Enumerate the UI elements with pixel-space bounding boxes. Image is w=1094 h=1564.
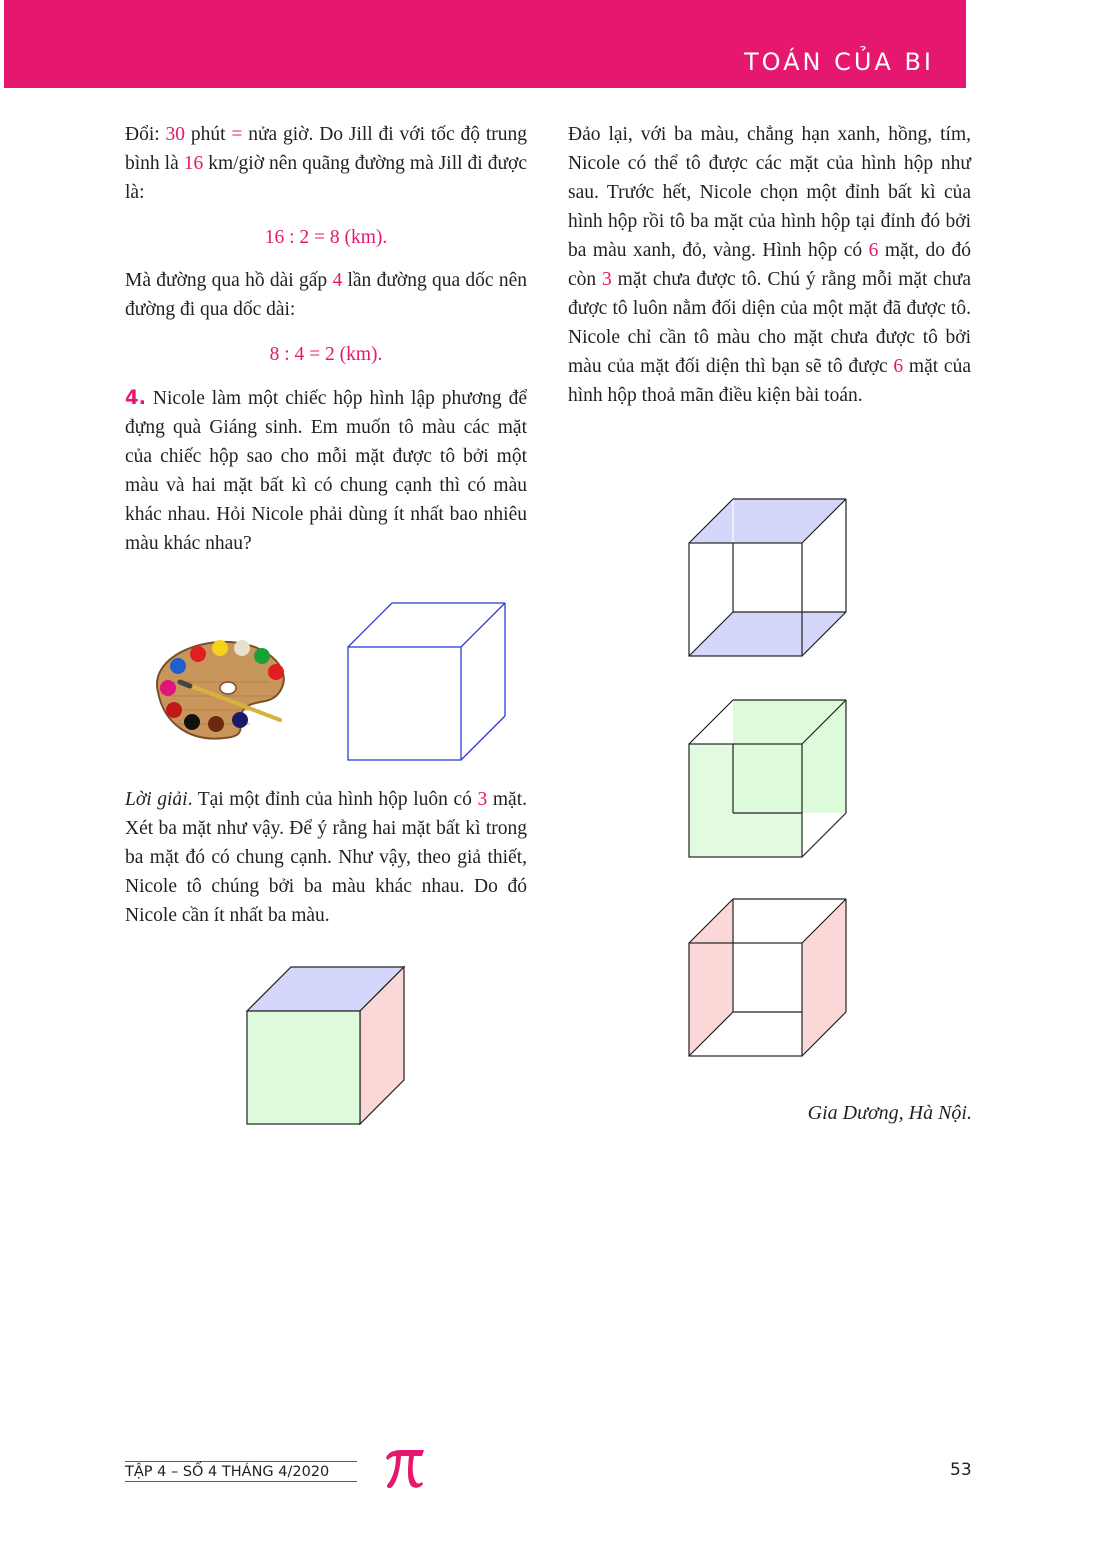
equation-1: 16 : 2 = 8 (km).	[264, 227, 388, 248]
page-number: 53	[950, 1460, 972, 1480]
solution-block	[125, 785, 527, 930]
colored-cube-three-faces	[245, 965, 407, 1127]
section-header-bar	[4, 0, 966, 88]
right-face-red	[802, 899, 846, 1056]
pi-logo-icon	[382, 1446, 426, 1490]
paint-palette-icon	[150, 632, 286, 742]
cube-blue-opposite-faces	[687, 497, 849, 659]
left-face-red	[689, 899, 733, 1056]
section-title: TOÁN CỦA BI	[743, 48, 934, 76]
author-signature: Gia Dương, Hà Nội.	[807, 1102, 972, 1124]
cube-green-opposite-faces	[687, 698, 849, 860]
front-face-green	[247, 1011, 360, 1124]
paragraph-conversion: Đổi: 30 phút = nửa giờ. Do Jill đi với tốc độ trung bình là 16 km/giờ nên quãng đường mà Jill đi được là:	[125, 124, 528, 203]
paragraph-slope: Mà đường qua hồ dài gấp 4 lần đường qua dốc nên đường đi qua dốc dài:	[125, 270, 527, 320]
problem-4: 4. Nicole làm một chiếc hộp hình lập phương để đựng quà Giáng sinh. Em muốn tô màu các mặt của chiếc hộp sao cho mỗi mặt được tô bởi một màu và hai mặt bất kì có chung cạnh thì có màu khác nhau. Hỏi Nicole phải dùng ít nhất bao nhiêu màu khác nhau?	[125, 386, 527, 554]
left-column	[125, 120, 527, 558]
top-face-blue	[689, 499, 846, 543]
paragraph-converse: Đảo lại, với ba màu, chẳng hạn xanh, hồng, tím, Nicole có thể tô được các mặt của hình hộp như sau. Trước hết, Nicole chọn một đỉnh bất kì của hình hộp rồi tô ba mặt của hình hộp tại đỉnh đó bởi ba màu xanh, đỏ, vàng. Hình hộp có 6 mặt, do đó còn 3 mặt chưa được tô. Chú ý rằng mỗi mặt chưa được tô luôn nằm đối diện của một mặt đã được tô. Nicole chỉ cần tô màu cho mặt chưa được tô bởi màu của mặt đối diện thì bạn sẽ tô được 6 mặt của hình hộp thoả mãn điều kiện bài toán.	[568, 124, 971, 406]
cube-red-opposite-faces	[687, 897, 849, 1059]
solution-paragraph: Lời giải. Tại một đỉnh của hình hộp luôn có 3 mặt. Xét ba mặt như vậy. Để ý rằng hai mặt bất kì trong ba mặt đó có chung cạnh. Như vậy, theo giả thiết, Nicole tô chúng bởi ba màu khác nhau. Do đó Nicole cần ít nhất ba màu.	[125, 789, 527, 926]
cube-outline-figure	[346, 601, 508, 763]
front-face-green	[689, 744, 802, 857]
right-column	[568, 120, 971, 410]
bottom-face-blue	[689, 612, 846, 656]
solution-label: Lời giải	[125, 789, 188, 810]
footer-issue-label: TẬP 4 – SỐ 4 THÁNG 4/2020	[125, 1461, 357, 1482]
problem-number: 4.	[125, 386, 146, 409]
equation-2: 8 : 4 = 2 (km).	[269, 344, 383, 365]
